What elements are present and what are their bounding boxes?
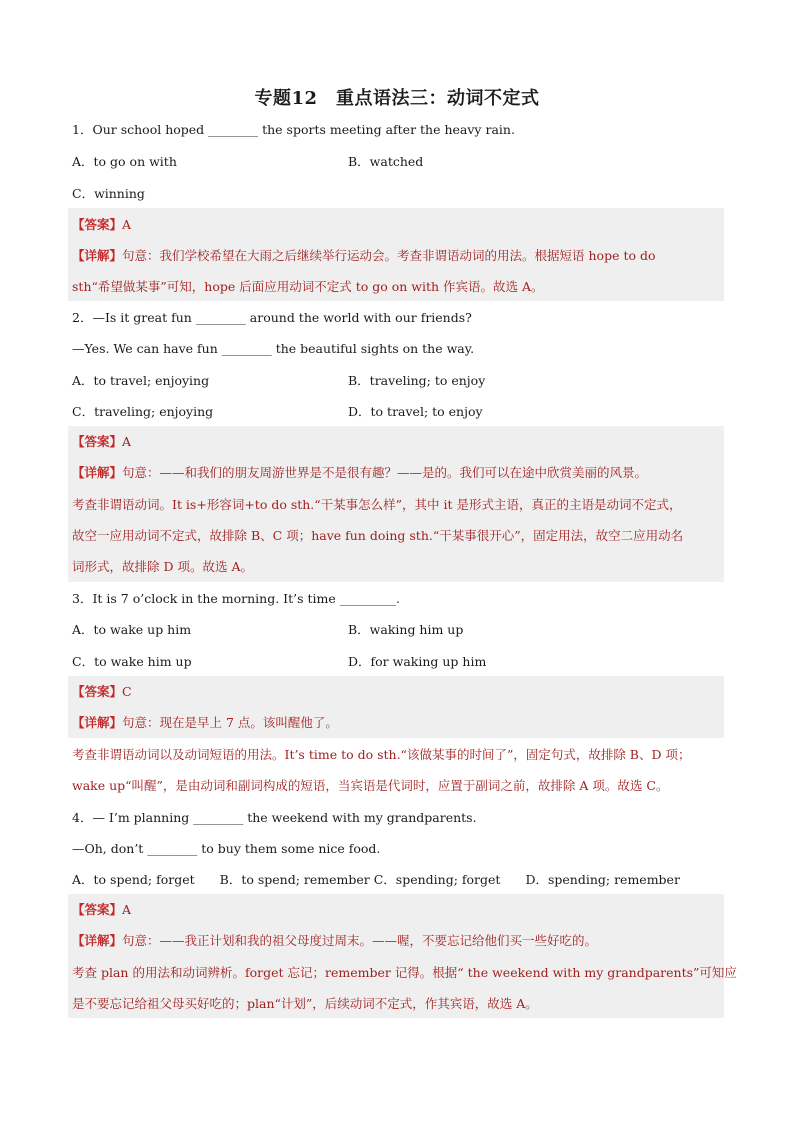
question-1-option-b: B．watched	[348, 154, 424, 169]
question-4-options: A．to spend; forget B．to spend; remember C．spending; forget D．spending; remember	[72, 872, 680, 887]
answer-label: 【答案】	[72, 217, 123, 232]
detail-text: 句意：——和我们的朋友周游世界是不是很有趣？——是的。我们可以在途中欣赏美丽的风景。	[122, 465, 648, 480]
answer-value: C	[122, 684, 132, 699]
detail-text: 句意：——我正计划和我的祖父母度过周末。——喔，不要忘记给他们买一些好吃的。	[122, 933, 598, 948]
question-2-stem-2: —Yes. We can have fun ________ the beautiful sights on the way.	[72, 341, 475, 356]
question-1-option-c: C．winning	[72, 186, 145, 201]
question-3-answer-box	[68, 676, 724, 738]
question-4-detail-line-3: 是不要忘记给祖父母买好吃的；plan“计划”，后续动词不定式，作其宾语，故选 A。	[72, 996, 538, 1011]
detail-text: 句意：我们学校希望在大雨之后继续举行运动会。考查非谓语动词的用法。根据短语 hope to do	[122, 248, 656, 263]
detail-label: 【详解】	[72, 715, 123, 730]
question-3-detail-line-3: wake up“叫醒”，是由动词和副词构成的短语，当宾语是代词时，应置于副词之前，故排除 A 项。故选 C。	[72, 778, 669, 793]
question-4-stem-2: —Oh, don’t ________ to buy them some nice food.	[72, 841, 381, 856]
question-4-answer-box-continued	[68, 956, 737, 1018]
answer-value: A	[122, 902, 132, 917]
question-3-stem: 3．It is 7 o’clock in the morning. It’s time _________.	[72, 591, 400, 606]
question-1-stem: 1．Our school hoped ________ the sports meeting after the heavy rain.	[72, 122, 515, 137]
detail-label: 【详解】	[72, 465, 123, 480]
question-4-detail-line-1	[72, 933, 597, 949]
answer-label: 【答案】	[72, 684, 123, 699]
answer-label: 【答案】	[72, 902, 123, 917]
question-4-answer-box	[68, 894, 724, 956]
question-3-answer	[72, 684, 132, 700]
question-2-detail-line-2: 考查非谓语动词。It is+形容词+to do sth.“干某事怎么样”，其中 it 是形式主语，真正的主语是动词不定式，	[72, 497, 682, 512]
question-1-detail-line-2: sth“希望做某事”可知，hope 后面应用动词不定式 to go on with 作宾语。故选 A。	[72, 279, 544, 294]
question-2-detail-line-1	[72, 465, 647, 481]
question-1-answer	[72, 217, 131, 233]
question-2-option-a: A．to travel; enjoying	[72, 373, 210, 388]
question-1-detail-line-1	[72, 248, 656, 264]
question-4-answer	[72, 902, 131, 918]
detail-text: 句意：现在是早上 7 点。该叫醒他了。	[122, 715, 338, 730]
question-2-option-b: B．traveling; to enjoy	[348, 373, 486, 388]
page-title: 专题12 重点语法三：动词不定式	[254, 88, 540, 109]
question-3-option-b: B．waking him up	[348, 622, 464, 637]
question-4-stem-1: 4．— I’m planning ________ the weekend with my grandparents.	[72, 810, 477, 825]
question-2-stem-1: 2．—Is it great fun ________ around the world with our friends?	[72, 310, 472, 325]
question-2-detail-line-4: 词形式，故排除 D 项。故选 A。	[72, 559, 253, 574]
detail-label: 【详解】	[72, 248, 123, 263]
answer-label: 【答案】	[72, 434, 123, 449]
question-3-option-d: D．for waking up him	[348, 654, 487, 669]
question-3-option-a: A．to wake up him	[72, 622, 192, 637]
question-2-option-c: C．traveling; enjoying	[72, 404, 214, 419]
question-2-answer-box	[68, 426, 724, 582]
question-3-option-c: C．to wake him up	[72, 654, 192, 669]
answer-value: A	[122, 434, 132, 449]
question-1-option-a: A．to go on with	[72, 154, 177, 169]
answer-value: A	[122, 217, 132, 232]
question-2-detail-line-3: 故空一应用动词不定式，故排除 B、C 项；have fun doing sth.“干某事很开心”，固定用法，故空二应用动名	[72, 528, 684, 543]
question-3-detail-line-1	[72, 715, 338, 731]
question-3-detail-line-2: 考查非谓语动词以及动词短语的用法。It’s time to do sth.“该做某事的时间了”，固定句式，故排除 B、D 项；	[72, 747, 691, 762]
question-4-detail-line-2: 考查 plan 的用法和动词辨析。forget 忘记；remember 记得。根据“ the weekend with my grandparents”可知应	[72, 965, 737, 980]
detail-label: 【详解】	[72, 933, 123, 948]
question-2-answer	[72, 434, 131, 450]
question-1-answer-box	[68, 208, 724, 301]
question-2-option-d: D．to travel; to enjoy	[348, 404, 483, 419]
